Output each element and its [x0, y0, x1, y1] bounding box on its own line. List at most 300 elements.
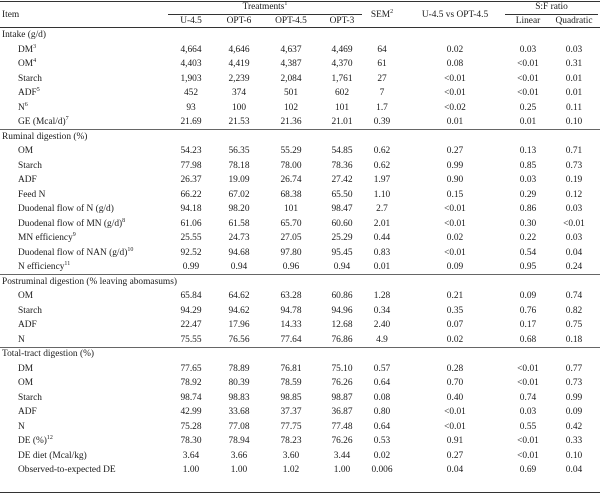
cell-linear-p: <0.01: [517, 378, 539, 388]
footnote-marker: 10: [127, 246, 134, 253]
row-label: Starch: [18, 305, 42, 316]
table-row: [0, 435, 600, 447]
row-label: Duodenal flow of N (g/d): [18, 204, 114, 214]
row-label: N efficiency$^{11}$: [18, 260, 71, 272]
cell-quadratic-p: 0.04: [565, 247, 583, 258]
table-row: [0, 464, 600, 476]
section-row: [0, 348, 600, 360]
cell-contrast-p: 0.15: [446, 189, 464, 200]
cell-opt6: 94.68: [228, 247, 250, 258]
cell-opt45: 27.05: [280, 233, 302, 243]
cell-opt6: 19.09: [228, 175, 250, 185]
cell-opt3: 65.50: [331, 189, 353, 200]
cell-opt45: 65.70: [280, 218, 302, 229]
cell-opt6: 100: [231, 102, 247, 113]
cell-opt3: 98.87: [331, 392, 353, 403]
cell-opt3: 4,370: [331, 59, 353, 69]
cell-opt45: 1.02: [282, 465, 300, 475]
cell-linear-p: 0.68: [519, 334, 537, 345]
cell-opt45: 68.38: [280, 189, 302, 200]
cell-sem: 1.10: [373, 189, 391, 200]
cell-sem: 0.80: [373, 407, 391, 417]
cell-opt3: 98.47: [331, 204, 353, 214]
cell-linear-p: 0.95: [519, 262, 537, 272]
table-row: [0, 363, 600, 375]
cell-quadratic-p: 0.19: [565, 175, 583, 185]
row-label: ADF: [18, 407, 37, 417]
row-label: DM: [18, 363, 34, 374]
cell-u45: 25.55: [180, 233, 202, 243]
cell-u45: 22.47: [180, 320, 202, 330]
cell-sem: 7: [379, 88, 385, 98]
section-label: Ruminal digestion (%): [2, 131, 88, 142]
sf-ratio-underline: [505, 14, 598, 15]
cell-linear-p: 0.03: [519, 175, 537, 185]
cell-sem: 0.62: [373, 146, 391, 156]
cell-contrast-p: <0.01: [444, 247, 466, 258]
section-row: [0, 276, 600, 288]
cell-quadratic-p: 0.11: [565, 102, 583, 113]
row-label: Starch: [18, 160, 42, 171]
cell-opt3: 1,761: [331, 73, 353, 84]
cell-sem: 0.006: [371, 465, 393, 475]
row-label: Starch: [18, 392, 42, 403]
cell-contrast-p: 0.35: [446, 305, 464, 316]
cell-opt6: 64.62: [228, 291, 250, 301]
cell-opt45: 78.00: [280, 160, 302, 171]
footnote-marker: 6: [24, 101, 28, 108]
cell-opt45: 78.23: [280, 436, 302, 446]
cell-opt6: 98.20: [228, 204, 250, 214]
cell-u45: 54.23: [180, 146, 202, 156]
cell-contrast-p: 0.27: [446, 146, 464, 156]
footnote-marker: 4: [33, 57, 37, 64]
cell-u45: 42.99: [180, 407, 202, 417]
cell-opt45: 4,637: [280, 44, 302, 55]
cell-opt6: 56.35: [228, 146, 250, 156]
treatments-underline: [168, 14, 362, 15]
row-label: N: [18, 421, 25, 432]
row-label: DE (%)$^{12}$: [18, 434, 53, 446]
section-row: [0, 29, 600, 41]
sem-header: SEM$^2$: [370, 8, 394, 20]
cell-sem: 61: [377, 59, 387, 69]
cell-contrast-p: 0.91: [446, 436, 464, 446]
cell-contrast-p: 0.07: [446, 320, 464, 330]
cell-sem: 2.40: [373, 320, 391, 330]
table-row: [0, 319, 600, 331]
table-row: [0, 290, 600, 302]
cell-quadratic-p: 0.09: [565, 407, 583, 417]
cell-linear-p: 0.25: [519, 102, 537, 113]
footnote-marker: 12: [46, 434, 53, 441]
cell-opt3: 60.60: [331, 218, 353, 229]
cell-opt6: 77.08: [228, 421, 250, 432]
cell-opt45: 76.81: [280, 363, 302, 374]
cell-opt6: 2,239: [228, 73, 250, 84]
col-u45-header: U-4.5: [180, 16, 202, 26]
cell-opt6: 94.62: [228, 305, 250, 316]
footnote-marker: 7: [65, 115, 69, 122]
cell-opt6: 4,419: [228, 59, 250, 69]
cell-sem: 0.39: [373, 117, 391, 127]
cell-quadratic-p: 0.10: [565, 117, 583, 127]
cell-quadratic-p: 0.75: [565, 320, 583, 330]
cell-opt6: 0.94: [230, 262, 248, 272]
cell-quadratic-p: 0.74: [565, 291, 583, 301]
cell-opt45: 3.60: [282, 450, 300, 461]
cell-contrast-p: 0.01: [446, 117, 464, 127]
table-row: [0, 421, 600, 433]
col-opt3-header: OPT-3: [329, 16, 355, 26]
cell-linear-p: 0.13: [519, 146, 537, 156]
cell-opt45: 78.59: [280, 378, 302, 388]
cell-opt6: 78.94: [228, 436, 250, 446]
header-bottom-rule: [0, 27, 600, 28]
bottom-rule: [0, 492, 600, 493]
cell-quadratic-p: 0.01: [565, 88, 583, 98]
cell-u45: 93: [186, 102, 196, 113]
cell-contrast-p: 0.90: [446, 175, 464, 185]
row-label: $N^6$: [18, 101, 28, 113]
footnote-marker: 3: [33, 43, 37, 50]
cell-opt45: 14.33: [280, 320, 302, 330]
cell-opt6: 76.56: [228, 334, 250, 345]
cell-opt6: 4,646: [228, 44, 250, 55]
cell-u45: 4,403: [180, 59, 202, 69]
table-row: [0, 87, 600, 99]
row-label: ADF$^5$: [18, 86, 40, 98]
cell-opt3: 95.45: [331, 247, 353, 258]
cell-opt3: 1.00: [333, 465, 351, 475]
row-label: MN efficiency$^9$: [18, 231, 76, 243]
cell-u45: 1.00: [182, 465, 200, 475]
cell-opt6: 78.18: [228, 160, 250, 171]
section-divider: [0, 274, 600, 275]
cell-quadratic-p: 0.71: [565, 146, 583, 156]
cell-contrast-p: 0.09: [446, 262, 464, 272]
table-row: [0, 232, 600, 244]
cell-opt45: 21.36: [280, 117, 302, 127]
item-header: Item: [2, 10, 20, 20]
table-row: [0, 247, 600, 259]
cell-opt6: 67.02: [228, 189, 250, 200]
cell-opt6: 374: [231, 88, 247, 98]
cell-u45: 26.37: [180, 175, 202, 185]
cell-opt45: 37.37: [280, 407, 302, 417]
cell-opt45: 101: [283, 204, 299, 214]
cell-quadratic-p: 0.01: [565, 73, 583, 84]
table-row: [0, 203, 600, 215]
cell-opt3: 4,469: [331, 44, 353, 55]
cell-opt3: 101: [334, 102, 350, 113]
table-row: [0, 218, 600, 230]
cell-u45: 0.99: [182, 262, 200, 272]
cell-opt45: 98.85: [280, 392, 302, 403]
cell-linear-p: 0.86: [519, 204, 537, 214]
cell-u45: 78.30: [180, 436, 202, 446]
col-opt6-header: OPT-6: [226, 16, 252, 26]
cell-quadratic-p: 0.18: [565, 334, 583, 345]
cell-u45: 77.65: [180, 363, 202, 374]
footnote-marker: 9: [72, 231, 76, 238]
table-row: [0, 406, 600, 418]
cell-quadratic-p: <0.01: [563, 218, 585, 229]
cell-sem: 1.97: [373, 175, 391, 185]
cell-linear-p: <0.01: [517, 88, 539, 98]
cell-quadratic-p: 0.12: [565, 189, 583, 200]
row-label: $DM^3$: [18, 43, 37, 55]
table-row: [0, 450, 600, 462]
row-label: OM: [18, 378, 34, 388]
cell-linear-p: 0.69: [519, 465, 537, 475]
cell-opt3: 76.26: [331, 436, 353, 446]
cell-sem: 0.62: [373, 160, 391, 171]
cell-linear-p: 0.03: [519, 407, 537, 417]
cell-u45: 94.18: [180, 204, 202, 214]
cell-sem: 64: [377, 44, 387, 55]
cell-contrast-p: <0.01: [444, 204, 466, 214]
cell-opt45: 26.74: [280, 175, 302, 185]
cell-opt6: 33.68: [228, 407, 250, 417]
row-label: N: [18, 334, 25, 345]
cell-linear-p: 0.17: [519, 320, 537, 330]
cell-linear-p: <0.01: [517, 436, 539, 446]
cell-quadratic-p: 0.31: [565, 59, 583, 69]
row-label: $OM^4$: [18, 57, 37, 69]
cell-u45: 77.98: [180, 160, 202, 171]
cell-u45: 61.06: [180, 218, 202, 229]
cell-sem: 2.01: [373, 218, 391, 229]
section-label: Intake (g/d): [2, 30, 46, 40]
row-label: OM: [18, 291, 34, 301]
cell-contrast-p: 0.21: [446, 291, 464, 301]
cell-quadratic-p: 0.73: [565, 378, 583, 388]
table-row: [0, 189, 600, 201]
table-row: [0, 160, 600, 172]
cell-contrast-p: <0.01: [444, 407, 466, 417]
cell-sem: 1.28: [373, 291, 391, 301]
cell-sem: 0.64: [373, 421, 391, 432]
table-row: [0, 174, 600, 186]
cell-linear-p: 0.29: [519, 189, 537, 200]
cell-contrast-p: 0.40: [446, 392, 464, 403]
cell-opt3: 60.86: [331, 291, 353, 301]
row-label: Duodenal flow of NAN $(g/d)^{10}$: [18, 246, 134, 258]
table-row: [0, 377, 600, 389]
cell-contrast-p: 0.08: [446, 59, 464, 69]
cell-opt3: 0.94: [333, 262, 351, 272]
row-label: Starch: [18, 73, 42, 84]
cell-linear-p: 0.55: [519, 421, 537, 432]
cell-quadratic-p: 0.42: [565, 421, 583, 432]
cell-contrast-p: 0.27: [446, 450, 464, 461]
cell-opt45: 55.29: [280, 146, 302, 156]
cell-quadratic-p: 0.73: [565, 160, 583, 171]
cell-sem: 0.08: [373, 392, 391, 403]
cell-u45: 1,903: [180, 73, 202, 84]
cell-opt45: 0.96: [282, 262, 300, 272]
cell-opt3: 78.36: [331, 160, 353, 171]
cell-linear-p: 0.76: [519, 305, 537, 316]
cell-quadratic-p: 0.03: [565, 233, 583, 243]
cell-u45: 452: [183, 88, 199, 98]
cell-sem: 1.7: [376, 102, 388, 113]
cell-quadratic-p: 0.99: [565, 392, 583, 403]
cell-opt6: 3.66: [230, 450, 248, 461]
row-label: ADF: [18, 175, 37, 185]
linear-header: Linear: [515, 16, 541, 26]
cell-linear-p: 0.74: [519, 392, 537, 403]
table-row: [0, 305, 600, 317]
cell-u45: 66.22: [180, 189, 202, 200]
cell-opt6: 61.58: [228, 218, 250, 229]
row-label: ADF: [18, 320, 37, 330]
cell-quadratic-p: 0.24: [565, 262, 583, 272]
col-opt45-header: OPT-4.5: [275, 16, 307, 26]
cell-sem: 0.64: [373, 378, 391, 388]
row-label: GE (Mcal/d)$^7$: [18, 115, 69, 127]
cell-linear-p: 0.09: [519, 291, 537, 301]
cell-linear-p: 0.01: [519, 117, 537, 127]
cell-opt3: 25.29: [331, 233, 353, 243]
cell-contrast-p: 0.04: [446, 465, 464, 475]
cell-sem: 27: [377, 73, 387, 84]
cell-quadratic-p: 0.03: [565, 204, 583, 214]
table-row: [0, 58, 600, 70]
cell-opt45: 2,084: [280, 73, 302, 84]
cell-opt45: 77.64: [280, 334, 302, 345]
cell-u45: 92.52: [180, 247, 202, 258]
cell-contrast-p: 0.02: [446, 334, 464, 345]
cell-opt6: 24.73: [228, 233, 250, 243]
cell-sem: 0.83: [373, 247, 391, 258]
cell-u45: 4,664: [180, 44, 202, 55]
cell-linear-p: <0.01: [517, 363, 539, 374]
cell-opt6: 80.39: [228, 378, 250, 388]
cell-contrast-p: <0.02: [444, 102, 466, 113]
cell-contrast-p: <0.01: [444, 88, 466, 98]
contrast-header: U-4.5 vs OPT-4.5: [421, 10, 489, 20]
footnote-marker: 11: [64, 260, 71, 267]
cell-opt6: 21.53: [228, 117, 250, 127]
table-row: [0, 145, 600, 157]
cell-quadratic-p: 0.10: [565, 450, 583, 461]
footnote-marker: 8: [122, 217, 126, 224]
footnote-marker: 5: [36, 86, 40, 93]
table-row: [0, 102, 600, 114]
cell-linear-p: 0.22: [519, 233, 537, 243]
cell-u45: 3.64: [182, 450, 200, 461]
table-row: [0, 44, 600, 56]
cell-opt3: 94.96: [331, 305, 353, 316]
cell-linear-p: 0.30: [519, 218, 537, 229]
cell-sem: 0.34: [373, 305, 391, 316]
cell-opt45: 94.78: [280, 305, 302, 316]
cell-opt3: 602: [334, 88, 350, 98]
cell-u45: 78.92: [180, 378, 202, 388]
section-divider: [0, 129, 600, 130]
cell-quadratic-p: 0.04: [565, 465, 583, 475]
cell-quadratic-p: 0.82: [565, 305, 583, 316]
quadratic-header: Quadratic: [555, 16, 593, 26]
section-label: Total-tract digestion (%): [2, 349, 95, 359]
cell-quadratic-p: 0.03: [565, 44, 583, 55]
row-label: Duodenal flow of MN $(g/d)^8$: [18, 217, 126, 229]
cell-opt45: 501: [283, 88, 299, 98]
cell-quadratic-p: 0.33: [565, 436, 583, 446]
cell-u45: 21.69: [180, 117, 202, 127]
cell-linear-p: <0.01: [517, 59, 539, 69]
cell-linear-p: <0.01: [517, 73, 539, 84]
sf-ratio-header: S:F ratio: [535, 2, 568, 12]
cell-opt45: 97.80: [280, 247, 302, 258]
cell-linear-p: 0.85: [519, 160, 537, 171]
cell-opt6: 17.96: [228, 320, 250, 330]
cell-linear-p: 0.03: [519, 44, 537, 55]
row-label: DE diet (Mcal/kg): [18, 450, 87, 461]
cell-u45: 98.74: [180, 392, 202, 403]
cell-linear-p: <0.01: [517, 450, 539, 461]
row-label: OM: [18, 146, 34, 156]
cell-opt3: 75.10: [331, 363, 353, 374]
cell-opt45: 102: [283, 102, 299, 113]
table-row: [0, 116, 600, 128]
cell-opt6: 78.89: [228, 363, 250, 374]
cell-contrast-p: 0.02: [446, 233, 464, 243]
cell-opt3: 21.01: [331, 117, 353, 127]
table-row: [0, 392, 600, 404]
cell-sem: 0.44: [373, 233, 391, 243]
cell-opt45: 63.28: [280, 291, 302, 301]
cell-u45: 75.28: [180, 421, 202, 432]
cell-contrast-p: 0.02: [446, 44, 464, 55]
cell-contrast-p: <0.01: [444, 218, 466, 229]
cell-opt3: 77.48: [331, 421, 353, 432]
section-label: Postruminal digestion (% leaving abomasums): [2, 276, 177, 287]
cell-opt3: 76.26: [331, 378, 353, 388]
cell-opt3: 36.87: [331, 407, 353, 417]
cell-opt3: 27.42: [331, 175, 353, 185]
cell-opt45: 77.75: [280, 421, 302, 432]
cell-sem: 0.57: [373, 363, 391, 374]
cell-linear-p: 0.54: [519, 247, 537, 258]
treatments-header: Treatments$^1$: [242, 0, 288, 12]
cell-contrast-p: <0.01: [444, 421, 466, 432]
cell-quadratic-p: 0.77: [565, 363, 583, 374]
cell-contrast-p: 0.99: [446, 160, 464, 171]
cell-opt6: 1.00: [230, 465, 248, 475]
cell-u45: 65.84: [180, 291, 202, 301]
cell-sem: 0.02: [373, 450, 391, 461]
cell-sem: 2.7: [376, 204, 388, 214]
cell-contrast-p: 0.70: [446, 378, 464, 388]
row-label: Feed N: [18, 189, 46, 200]
cell-opt3: 3.44: [333, 450, 351, 461]
cell-contrast-p: 0.28: [446, 363, 464, 374]
table-row: [0, 334, 600, 346]
cell-opt3: 76.86: [331, 334, 353, 345]
cell-sem: 0.01: [373, 262, 391, 272]
cell-contrast-p: <0.01: [444, 73, 466, 84]
cell-opt45: 4,387: [280, 59, 302, 69]
table-row: [0, 261, 600, 273]
cell-opt3: 12.68: [331, 320, 353, 330]
section-row: [0, 131, 600, 143]
table-row: [0, 73, 600, 85]
row-label: Observed-to-expected DE: [18, 465, 116, 475]
cell-sem: 0.53: [373, 436, 391, 446]
